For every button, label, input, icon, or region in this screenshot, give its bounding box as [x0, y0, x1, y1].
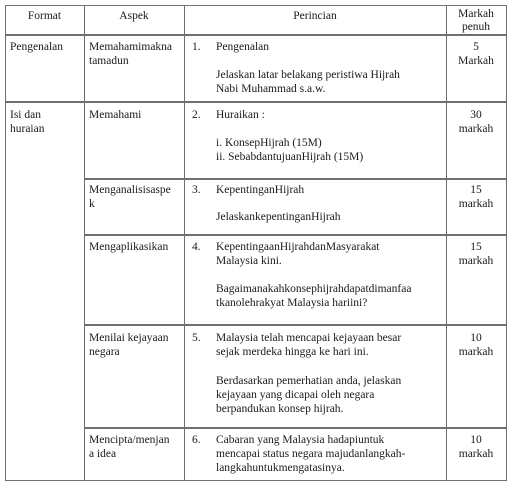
perincian-line: JelaskankepentinganHijrah — [216, 211, 341, 223]
perincian-line: ii. SebabdantujuanHijrah (15M) — [216, 151, 364, 163]
format-cell: huraian — [10, 123, 45, 135]
table-border-right — [506, 5, 507, 481]
markah-value: 10 — [470, 332, 482, 344]
item-number: 1. — [192, 41, 201, 53]
markah-unit: markah — [458, 198, 494, 210]
row-divider — [84, 324, 507, 326]
perincian-line: Pengenalan — [216, 41, 270, 53]
perincian-line: Nabi Muhammad s.a.w. — [216, 83, 326, 95]
markah-unit: markah — [458, 448, 494, 460]
aspek-cell: Menganalisisaspe — [89, 184, 171, 196]
markah-value: 15 — [470, 184, 482, 196]
header-penuh: penuh — [461, 21, 491, 33]
perincian-line: mencapai status negara majudanlangkah- — [216, 448, 406, 460]
markah-unit: markah — [458, 123, 494, 135]
aspek-cell: Memahamimakna — [89, 41, 173, 53]
perincian-line: KepentinganHijrah — [216, 184, 305, 196]
row-divider — [84, 427, 507, 429]
header-perincian: Perincian — [293, 10, 337, 22]
header-format: Format — [27, 10, 62, 22]
item-number: 3. — [192, 184, 201, 196]
perincian-line: tkanolehrakyat Malaysia hariini? — [216, 297, 368, 309]
format-cell: Isi dan — [10, 109, 41, 121]
perincian-line: Cabaran yang Malaysia hadapiuntuk — [216, 434, 385, 446]
markah-value: 15 — [470, 241, 482, 253]
perincian-line: berpandukan konsep hijrah. — [216, 403, 344, 415]
markah-unit: markah — [458, 255, 494, 267]
markah-unit: markah — [458, 346, 494, 358]
markah-value: 5 — [473, 41, 479, 53]
row-divider — [84, 234, 507, 236]
aspek-cell: Memahami — [89, 109, 142, 121]
row-divider — [84, 178, 507, 180]
perincian-line: Bagaimanakahkonsephijrahdapatdimanfaa — [216, 283, 412, 295]
table-border-left — [5, 5, 6, 481]
header-markah: Markah — [458, 8, 494, 20]
perincian-line: Malaysia kini. — [216, 255, 282, 267]
aspek-cell: Mengaplikasikan — [89, 241, 169, 253]
item-number: 2. — [192, 109, 201, 121]
aspek-cell: k — [89, 198, 95, 210]
perincian-line: Berdasarkan pemerhatian anda, jelaskan — [216, 375, 402, 387]
table-border-top — [5, 5, 507, 6]
perincian-line: langkahuntukmengatasinya. — [216, 462, 345, 474]
row-divider — [5, 101, 507, 103]
aspek-cell: a idea — [89, 448, 117, 460]
aspek-cell: negara — [89, 346, 120, 358]
item-number: 6. — [192, 434, 201, 446]
perincian-line: i. KonsepHijrah (15M) — [216, 137, 322, 149]
perincian-line: kejayaan yang dicapai oleh negara — [216, 389, 375, 401]
table-border-bottom — [5, 480, 507, 481]
column-divider-aspek — [184, 5, 185, 481]
column-divider-format — [84, 5, 85, 481]
header-aspek: Aspek — [119, 10, 149, 22]
perincian-line: Jelaskan latar belakang peristiwa Hijrah — [216, 69, 400, 81]
item-number: 5. — [192, 332, 201, 344]
item-number: 4. — [192, 241, 201, 253]
perincian-line: sejak merdeka hingga ke hari ini. — [216, 346, 369, 358]
header-divider — [5, 34, 507, 36]
markah-value: 30 — [470, 109, 482, 121]
aspek-cell: Menilai kejayaan — [89, 332, 169, 344]
perincian-line: KepentingaanHijrahdanMasyarakat — [216, 241, 380, 253]
format-cell: Pengenalan — [10, 41, 64, 53]
perincian-line: Malaysia telah mencapai kejayaan besar — [216, 332, 402, 344]
aspek-cell: tamadun — [89, 55, 129, 67]
aspek-cell: Mencipta/menjan — [89, 434, 170, 446]
markah-value: 10 — [470, 434, 482, 446]
markah-unit: Markah — [458, 55, 494, 67]
perincian-line: Huraikan : — [216, 109, 265, 121]
